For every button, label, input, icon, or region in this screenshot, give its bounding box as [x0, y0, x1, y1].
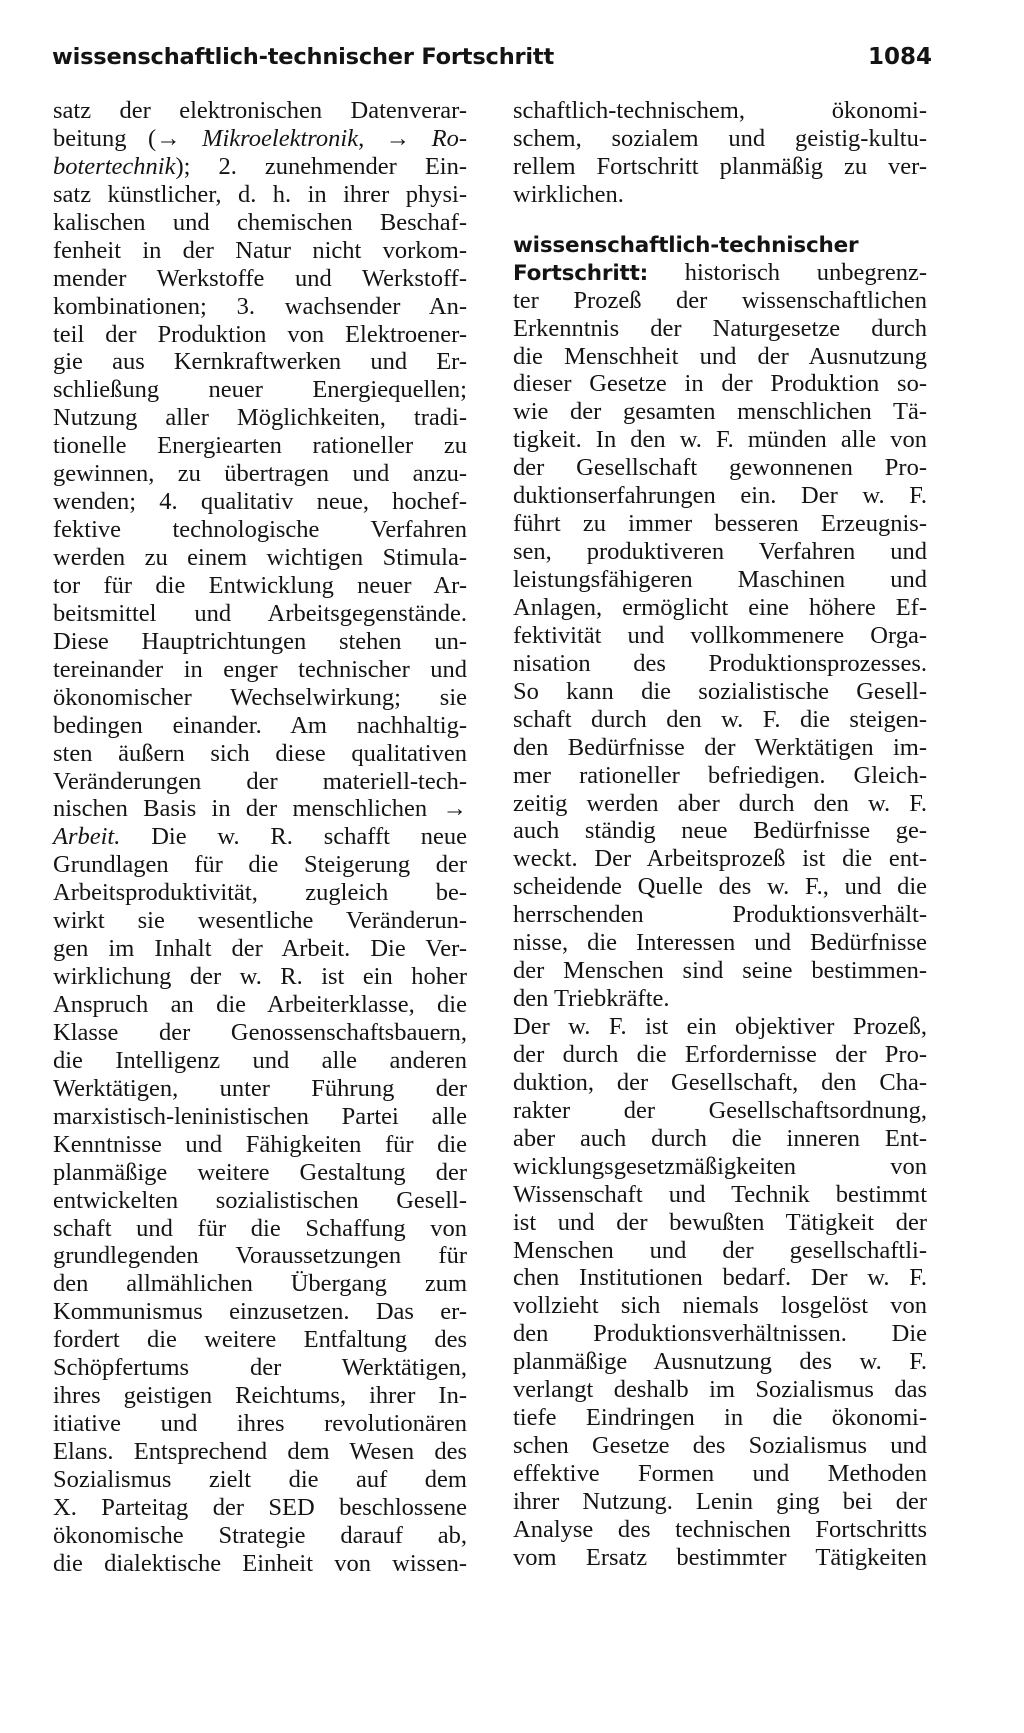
text-line: chen Institutionen bedarf. Der w. F. [513, 1264, 927, 1292]
entry-headword: wissenschaftlich-technischer [513, 232, 859, 258]
text-line: die Intelligenz und alle anderen [53, 1046, 467, 1074]
text-line: nisse, die Interessen und Bedürfnisse [513, 929, 927, 957]
text-line: duktion, der Gesellschaft, den Cha- [513, 1068, 927, 1096]
text-line: duktionserfahrungen ein. Der w. F. [513, 482, 927, 510]
text-line: Grundlagen für die Steigerung der [53, 851, 467, 879]
text-line: Menschen und der gesellschaftli- [513, 1236, 927, 1264]
text-line: Analyse des technischen Fortschritts [513, 1515, 927, 1543]
text-line: schaft und für die Schaffung von [53, 1214, 467, 1242]
text-line: wicklungsgesetzmäßigkeiten von [513, 1152, 927, 1180]
text-line: fektivität und vollkommenere Orga- [513, 621, 927, 649]
text-line: Elans. Entsprechend dem Wesen des [53, 1438, 467, 1465]
text-line: Kenntnisse und Fähigkeiten für die [53, 1130, 467, 1158]
text-line: tereinander in enger technischer und [53, 655, 467, 683]
text-line: der Gesellschaft gewonnenen Pro- [513, 454, 927, 482]
page-number: 1084 [867, 44, 932, 70]
text-line: der durch die Erfordernisse der Pro- [513, 1040, 927, 1068]
text-line: satz der elektronischen Datenverar- [53, 97, 467, 124]
text-line: Arbeitsproduktivität, zugleich be- [53, 879, 467, 907]
text-line: rakter der Gesellschaftsordnung, [513, 1096, 927, 1124]
text-line: planmäßige weitere Gestaltung der [53, 1158, 467, 1186]
text-line: fordert die weitere Entfaltung des [53, 1326, 467, 1354]
entry-headword: Fortschritt: [513, 260, 649, 286]
text-line: Sozialismus zielt die auf dem [53, 1465, 467, 1493]
headword-line [513, 231, 927, 259]
text-line: den Produktionsverhältnissen. Die [513, 1320, 927, 1348]
text-line: tigkeit. In den w. F. münden alle von [513, 426, 927, 454]
text-line: Werktätigen, unter Führung der [53, 1074, 467, 1102]
text-line: tiefe Eindringen in die ökonomi- [513, 1404, 927, 1432]
text-line: wenden; 4. qualitativ neue, hochef- [53, 488, 467, 516]
text-line: Erkenntnis der Naturgesetze durch [513, 314, 927, 342]
cross-reference: Arbeit. [53, 823, 121, 851]
text-line: Wissenschaft und Technik bestimmt [513, 1180, 927, 1208]
text-line: X. Parteitag der SED beschlossene [53, 1493, 467, 1521]
text-line: fenheit in der Natur nicht vorkom- [53, 236, 467, 264]
text-line: auch ständig neue Bedürfnisse ge- [513, 817, 927, 845]
text-line: tionelle Energiearten rationeller zu [53, 432, 467, 460]
text-line: vollzieht sich niemals losgelöst von [513, 1292, 927, 1320]
text-line: die Menschheit und der Ausnutzung [513, 342, 927, 370]
text-line: nischen Basis in der menschlichen → [53, 795, 467, 823]
text-line: tor für die Entwicklung neuer Ar- [53, 571, 467, 599]
text-line: ökonomische Strategie darauf ab, [53, 1521, 467, 1549]
text-line: rellem Fortschritt planmäßig zu ver- [513, 152, 927, 180]
text-line: ihrer Nutzung. Lenin ging bei der [513, 1487, 927, 1515]
text-line: effektive Formen und Methoden [513, 1460, 927, 1487]
text-line: der Menschen sind seine bestimmen- [513, 957, 927, 985]
text-line: ter Prozeß der wissenschaftlichen [513, 286, 927, 314]
text-line: Veränderungen der materiell-tech- [53, 767, 467, 795]
text-line: führt zu immer besseren Erzeugnis- [513, 510, 927, 538]
text-line: herrschenden Produktionsverhält- [513, 901, 927, 929]
entry-spacing [513, 209, 927, 231]
text-line: den Bedürfnisse der Werktätigen im- [513, 733, 927, 761]
text-line: beitung (→ Mikroelektronik, → Ro- [53, 124, 467, 152]
text-line: wirklichen. [513, 180, 624, 208]
text-line: schem, sozialem und geistig-kultu- [513, 124, 927, 152]
text-line: beitsmittel und Arbeitsgegenstände. [53, 599, 467, 627]
text-line: Anlagen, ermöglicht eine höhere Ef- [513, 593, 927, 621]
text-line: scheidende Quelle des w. F., und die [513, 873, 927, 901]
text-line: Kommunismus einzusetzen. Das er- [53, 1298, 467, 1326]
text-line: itiative und ihres revolutionären [53, 1410, 467, 1438]
text-line: sen, produktiveren Verfahren und [513, 538, 927, 566]
text-line: teil der Produktion von Elektroener- [53, 320, 467, 348]
text-line: Fortschritt: historisch unbegrenz- [513, 258, 927, 286]
text-line: gewinnen, zu übertragen und anzu- [53, 460, 467, 488]
text-line: So kann die sozialistische Gesell- [513, 677, 927, 705]
text-line: mender Werkstoffe und Werkstoff- [53, 264, 467, 292]
text-line: Diese Hauptrichtungen stehen un- [53, 627, 467, 655]
text-line: Anspruch an die Arbeiterklasse, die [53, 991, 467, 1018]
text-line: gie aus Kernkraftwerken und Er- [53, 348, 467, 376]
text-line: schen Gesetze des Sozialismus und [513, 1432, 927, 1460]
text-line: marxistisch-leninistischen Partei alle [53, 1102, 467, 1130]
text-line: die dialektische Einheit von wissen- [53, 1549, 467, 1577]
text-line: den allmählichen Übergang zum [53, 1270, 467, 1298]
text-line: grundlegenden Voraussetzungen für [53, 1242, 467, 1270]
text-line: ist und der bewußten Tätigkeit der [513, 1208, 927, 1236]
page-header [52, 44, 932, 84]
text-line: wie der gesamten menschlichen Tä- [513, 398, 927, 426]
text-line: schaft durch den w. F. die steigen- [513, 705, 927, 733]
text-line: verlangt deshalb im Sozialismus das [513, 1376, 927, 1404]
text-line: den Triebkräfte. [513, 985, 670, 1013]
text-line: aber auch durch die inneren Ent- [513, 1124, 927, 1152]
text-line: werden zu einem wichtigen Stimula- [53, 544, 467, 571]
text-line: ökonomischer Wechselwirkung; sie [53, 683, 467, 711]
text-line: botertechnik); 2. zunehmender Ein- [53, 152, 467, 180]
right-column [513, 97, 927, 1572]
text-line: nisation des Produktionsprozesses. [513, 649, 927, 677]
text-line: Arbeit. Die w. R. schafft neue [53, 823, 467, 851]
text-line: schließung neuer Energiequellen; [53, 376, 467, 404]
text-line: kombinationen; 3. wachsender An- [53, 292, 467, 320]
text-line: Schöpfertums der Werktätigen, [53, 1354, 467, 1382]
text-line: zeitig werden aber durch den w. F. [513, 789, 927, 817]
text-line: Klasse der Genossenschaftsbauern, [53, 1018, 467, 1046]
text-line: schaftlich-technischem, ökonomi- [513, 97, 927, 124]
text-line: gen im Inhalt der Arbeit. Die Ver- [53, 935, 467, 963]
text-line: fektive technologische Verfahren [53, 516, 467, 544]
text-line: sten äußern sich diese qualitativen [53, 739, 467, 767]
text-line: planmäßige Ausnutzung des w. F. [513, 1348, 927, 1376]
running-head: wissenschaftlich-technischer Fortschritt [52, 44, 555, 70]
text-line: kalischen und chemischen Beschaf- [53, 208, 467, 236]
text-line: wirkt sie wesentliche Veränderun- [53, 907, 467, 935]
text-line: ihres geistigen Reichtums, ihrer In- [53, 1382, 467, 1410]
text-line: satz künstlicher, d. h. in ihrer physi- [53, 180, 467, 208]
cross-reference: → Mikroelektronik, → Ro- [156, 124, 467, 152]
cross-reference: botertechnik [53, 152, 176, 180]
text-line: leistungsfähigeren Maschinen und [513, 566, 927, 593]
text-line: dieser Gesetze in der Produktion so- [513, 370, 927, 398]
text-line: weckt. Der Arbeitsprozeß ist die ent- [513, 845, 927, 873]
text-line: wirklichung der w. R. ist ein hoher [53, 963, 467, 991]
text-line: Der w. F. ist ein objektiver Prozeß, [513, 1013, 927, 1040]
left-column [53, 97, 467, 1578]
text-line: entwickelten sozialistischen Gesell- [53, 1186, 467, 1214]
text-line: bedingen einander. Am nachhaltig- [53, 711, 467, 739]
text-line: vom Ersatz bestimmter Tätigkeiten [513, 1543, 927, 1571]
text-line: mer rationeller befriedigen. Gleich- [513, 761, 927, 789]
text-line: Nutzung aller Möglichkeiten, tradi- [53, 404, 467, 432]
